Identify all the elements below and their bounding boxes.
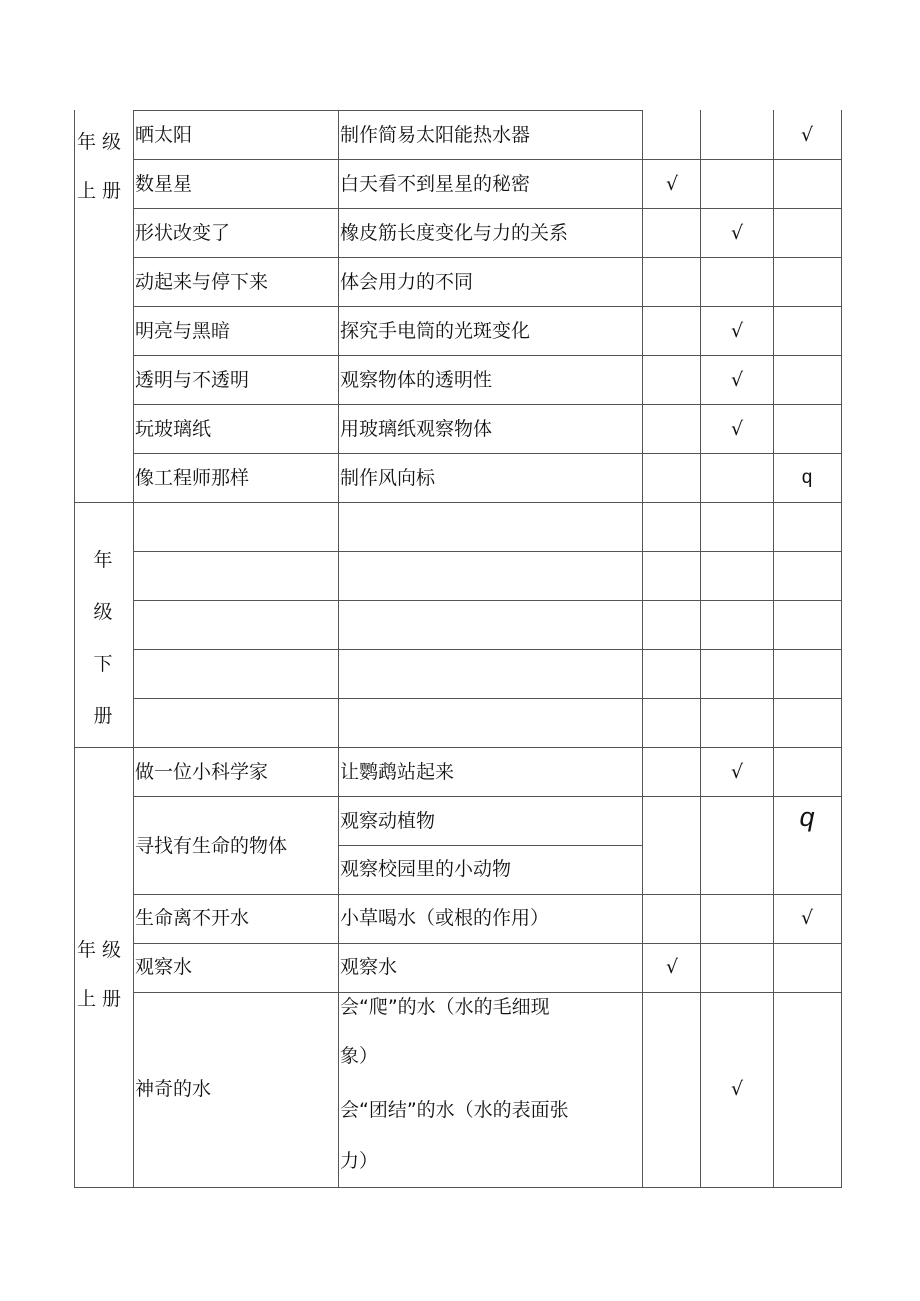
unit-name: 动起来与停下来 [135,271,269,293]
check-mark: √ [665,956,679,978]
table-row-line [133,992,842,993]
table-row-line [133,208,842,209]
check-mark: √ [730,761,744,783]
activity-name: 制作风向标 [340,467,436,489]
q-mark: q [801,467,813,488]
activity-line: 力） [340,1150,379,1172]
grade-label-char: 年 [93,549,113,571]
unit-name: 寻找有生命的物体 [135,835,288,857]
activity-name: 体会用力的不同 [340,271,474,293]
check-mark: √ [730,222,744,244]
unit-name: 观察水 [135,956,193,978]
table-row-line [133,649,842,650]
grade-label: 年 级 [77,131,122,153]
table-row-line [133,306,842,307]
activity-name: 观察水 [340,956,398,978]
table-border-left [74,110,75,1188]
table-row-line [133,355,842,356]
table-row-line [133,257,842,258]
table-row-line [133,404,842,405]
grade-label-char: 级 [93,601,113,623]
check-mark: √ [665,173,679,195]
check-mark: √ [800,124,814,146]
table-row-line [133,796,842,797]
check-mark: √ [730,1078,744,1100]
check-mark: √ [730,320,744,342]
activity-name: 让鹦鹉站起来 [340,761,455,783]
unit-name: 神奇的水 [135,1078,212,1100]
table-row-line [133,453,842,454]
activity-name: 观察校园里的小动物 [340,858,512,880]
check-mark: √ [800,907,814,929]
q-mark: q [799,802,815,832]
table-row-line [133,943,842,944]
table-row-line [133,551,842,552]
table-row-line [338,845,642,846]
grade-label-char: 册 [93,705,113,727]
activity-name: 小草喝水（或根的作用） [340,907,550,929]
activity-name: 探究手电筒的光斑变化 [340,320,531,342]
activity-line: 象） [340,1045,379,1067]
table-row-line [133,600,842,601]
activity-name: 白天看不到星星的秘密 [340,173,531,195]
grade-label-char: 下 [93,653,113,675]
table-section-line [74,747,842,748]
table-row-line [133,894,842,895]
unit-name: 像工程师那样 [135,467,250,489]
activity-name: 橡皮筋长度变化与力的关系 [340,222,569,244]
table-row-line [133,698,842,699]
unit-name: 生命离不开水 [135,907,250,929]
unit-name: 晒太阳 [135,124,193,146]
unit-name: 数星星 [135,173,193,195]
grade-label: 上 册 [77,180,122,202]
check-mark: √ [730,369,744,391]
activity-name: 用玻璃纸观察物体 [340,418,493,440]
activity-name: 制作简易太阳能热水器 [340,124,531,146]
unit-name: 透明与不透明 [135,369,250,391]
unit-name: 做一位小科学家 [135,761,269,783]
check-mark: √ [730,418,744,440]
unit-name: 形状改变了 [135,222,231,244]
table-section-line [74,502,842,503]
table-row-line [133,159,842,160]
activity-name: 观察物体的透明性 [340,369,493,391]
grade-label: 上 册 [77,988,122,1010]
activity-line: 会“爬”的水（水的毛细现 [340,996,550,1018]
grade-label: 年 级 [77,939,122,961]
activity-name: 观察动植物 [340,810,436,832]
unit-name: 明亮与黑暗 [135,320,231,342]
table-border-bottom [74,1187,842,1188]
unit-name: 玩玻璃纸 [135,418,212,440]
activity-line: 会“团结”的水（水的表面张 [340,1099,569,1121]
table-row-line [133,110,642,111]
